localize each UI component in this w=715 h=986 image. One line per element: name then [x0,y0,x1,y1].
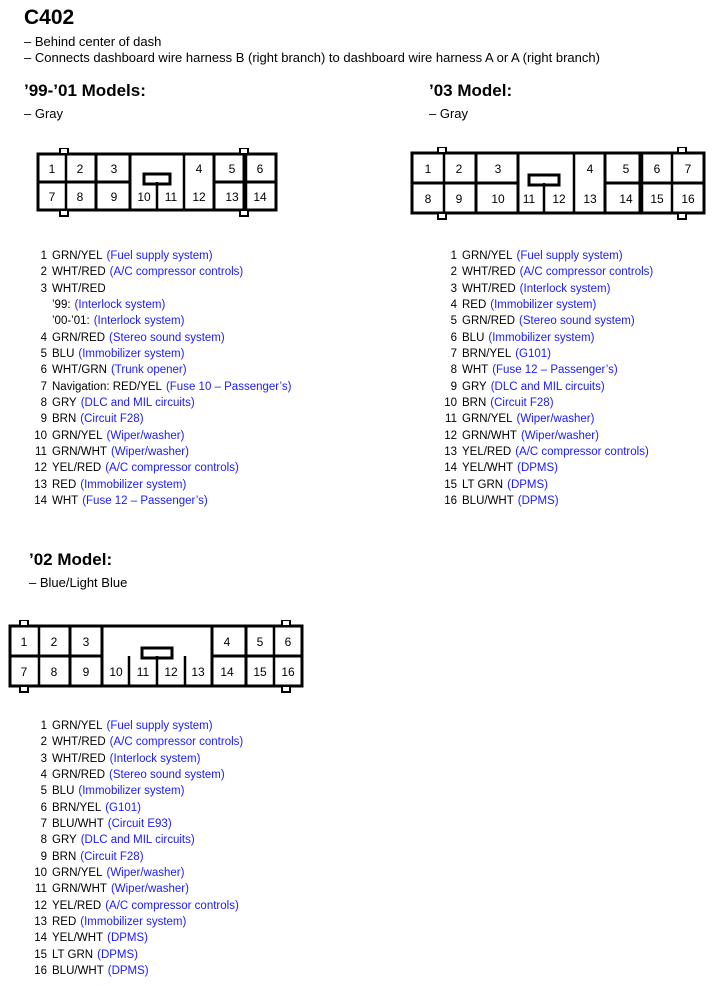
pin-row [422,313,653,329]
pin-number: 16 [444,495,457,508]
circuit-link[interactable]: (Stereo sound system) [109,769,225,782]
cavity-number: 11 [164,190,178,204]
cavity-number: 1 [20,635,28,649]
circuit-link[interactable]: (Wiper/washer) [110,446,189,459]
pin-row [12,800,243,816]
section-color-02: – Blue/Light Blue [29,575,128,590]
pin-number: 13 [34,916,47,929]
wire-color: GRN/YEL [52,720,103,732]
pin-number: 12 [34,462,47,475]
circuit-link[interactable]: (Interlock system) [93,315,185,328]
wire-color: YEL/RED [462,446,512,459]
circuit-link[interactable]: (Fuse 10 – Passenger’s) [165,380,292,393]
model-year-label: ’99: [52,299,71,312]
pin-row [422,395,653,411]
circuit-link[interactable]: (Stereo sound system) [109,331,225,344]
pin-row [12,428,291,444]
pin-row [12,816,243,832]
circuit-link[interactable]: (A/C compressor controls) [515,446,649,459]
wire-color: BLU/WHT [462,495,514,508]
wire-color: WHT/RED [462,266,516,279]
lock-tab [282,686,290,692]
circuit-link[interactable]: (Fuel supply system) [516,250,623,262]
pin-row [12,751,243,767]
pin-row [422,264,653,280]
lock-tab [60,148,68,154]
wire-color: RED [52,916,77,929]
pin-number: 8 [40,834,47,847]
cavity-number: 4 [586,162,594,176]
wire-color: GRN/YEL [462,413,513,426]
pin-row [12,718,243,734]
pin-number: 6 [450,331,457,344]
circuit-link[interactable]: (G101) [105,801,142,814]
pin-row [12,379,291,395]
wire-color: WHT/RED [462,282,516,295]
pin-number: 9 [40,850,47,863]
pin-number: 1 [40,250,47,262]
cavity-number: 9 [455,192,463,206]
circuit-link[interactable]: (Immobilizer system) [490,299,597,312]
wire-color: WHT/RED [52,736,106,749]
wire-color: YEL/RED [52,899,102,912]
pin-row [12,330,291,346]
pin-row [12,881,243,897]
wire-color: GRN/WHT [52,446,107,459]
wire-color: YEL/RED [52,462,102,475]
lock-tab [678,213,686,219]
pin-row [12,281,291,297]
wire-color: BRN [52,850,77,863]
circuit-link[interactable]: (Immobilizer system) [78,785,185,798]
pin-number: 5 [450,315,457,328]
pin-number: 4 [40,331,47,344]
pin-row [12,832,243,848]
pin-row [12,963,243,979]
pin-number: 4 [40,769,47,782]
circuit-link[interactable]: (Immobilizer system) [488,331,595,344]
cavity-number: 5 [622,162,630,176]
pin-number: 13 [34,478,47,491]
pin-number: 16 [34,965,47,978]
circuit-link[interactable]: (Wiper/washer) [516,413,595,426]
wire-color: GRN/YEL [52,250,103,262]
pin-number: 12 [34,899,47,912]
circuit-link[interactable]: (Trunk opener) [110,364,187,377]
cavity-number: 14 [220,665,234,679]
pin-row [12,783,243,799]
pin-number: 2 [40,736,47,749]
pin-row [422,297,653,313]
pin-row [422,493,653,509]
cavity-number: 10 [109,665,123,679]
pin-row [12,849,243,865]
pin-number: 7 [40,818,47,831]
circuit-link[interactable]: (DPMS) [107,965,149,978]
wire-color: WHT [462,364,489,377]
lock-tab [438,147,446,153]
pin-row [12,947,243,963]
wire-color: GRN/RED [52,769,106,782]
cavity-number: 8 [76,190,84,204]
pin-number: 11 [35,883,47,896]
cavity-number: 9 [82,665,90,679]
circuit-link[interactable]: (G101) [515,348,552,361]
wire-color: GRY [52,397,77,410]
cavity-number: 16 [681,192,695,206]
circuit-link[interactable]: (A/C compressor controls) [109,266,244,279]
section-heading-02: ’02 Model: [29,550,113,569]
connector-diagram-99-01 [34,148,280,220]
pin-number: 6 [40,801,47,814]
wire-color: WHT/RED [52,752,106,765]
pin-row [422,248,653,264]
lock-tab [240,210,248,216]
cavity-number: 2 [455,162,463,176]
pin-row [12,477,291,493]
pin-row [422,362,653,378]
pin-row [422,379,653,395]
circuit-link[interactable]: (DPMS) [507,478,548,491]
cavity-number: 11 [136,665,150,679]
pin-number: 13 [444,446,457,459]
pin-row [12,346,291,362]
circuit-link[interactable]: (Interlock system) [109,752,201,765]
lock-tab [240,148,248,154]
circuit-link[interactable]: (Circuit F28) [80,413,144,426]
pin-number: 7 [40,380,47,393]
wire-color: GRN/RED [52,331,106,344]
wire-color: BRN [462,397,487,410]
cavity-number: 1 [424,162,432,176]
cavity-number: 2 [76,162,84,176]
wire-color: WHT/RED [52,266,106,279]
wire-color: GRY [52,834,77,847]
pin-row [12,248,291,264]
pin-list-02 [12,718,243,980]
circuit-link[interactable]: (Fuse 12 – Passenger’s) [492,364,618,377]
cavity-number: 5 [256,635,264,649]
wire-color: BLU [52,348,75,361]
cavity-number: 13 [191,665,205,679]
wire-color: GRN/YEL [462,250,513,262]
wire-color: BRN [52,413,77,426]
cavity-number: 3 [110,162,118,176]
pin-subrow [12,297,291,313]
circuit-link[interactable]: (DPMS) [107,932,149,945]
cavity-number: 12 [552,192,566,206]
pin-number: 5 [40,348,47,361]
wire-color: WHT/RED [52,282,106,295]
circuit-link[interactable]: (Circuit F28) [80,850,144,863]
cavity-number: 7 [20,665,28,679]
connector-diagram-02 [6,620,306,694]
lock-tab [282,620,290,626]
cavity-number: 9 [110,190,118,204]
pin-number: 8 [450,364,457,377]
wire-color: RED [462,299,487,312]
wire-color: GRN/YEL [52,867,103,880]
connector-diagram-03 [408,147,708,223]
pin-row [12,767,243,783]
pin-number: 8 [40,397,47,410]
cavity-number: 8 [424,192,432,206]
section-heading-03: ’03 Model: [429,81,513,100]
section-heading-99-01: ’99-’01 Models: [24,81,146,100]
wire-color: BLU/WHT [52,965,104,978]
section-color-99-01: – Gray [24,106,64,121]
circuit-link[interactable]: (Fuse 12 – Passenger’s) [82,495,208,508]
pin-row [422,460,653,476]
pin-row [422,428,653,444]
pin-row [12,930,243,946]
pin-row [12,362,291,378]
cavity-number: 10 [137,190,151,204]
cavity-number: 16 [281,665,295,679]
circuit-link[interactable]: (A/C compressor controls) [109,736,244,749]
pin-number: 6 [40,364,47,377]
circuit-link[interactable]: (A/C compressor controls) [105,462,239,475]
page-title: C402 [24,6,75,29]
pin-number: 14 [34,932,47,945]
circuit-link[interactable]: (DLC and MIL circuits) [80,397,195,410]
cavity-number: 13 [225,190,239,204]
circuit-link[interactable]: (Fuel supply system) [106,250,213,262]
pin-number: 1 [40,720,47,732]
circuit-link[interactable]: (DLC and MIL circuits) [80,834,195,847]
cavity-number: 6 [653,162,661,176]
cavity-number: 11 [522,192,536,206]
cavity-number: 12 [192,190,206,204]
circuit-link[interactable]: (Wiper/washer) [106,429,185,442]
pin-row [12,914,243,930]
wire-color: LT GRN [52,948,94,961]
wire-color: GRN/WHT [52,883,107,896]
cavity-number: 6 [256,162,264,176]
circuit-link[interactable]: (Immobilizer system) [78,348,185,361]
circuit-link[interactable]: (Wiper/washer) [110,883,189,896]
cavity-number: 6 [284,635,292,649]
pin-number: 15 [444,478,457,491]
wire-color: RED [52,478,77,491]
pin-row [12,395,291,411]
pin-row [422,281,653,297]
pin-number: 2 [40,266,47,279]
pin-number: 15 [34,948,47,961]
pin-row [12,444,291,460]
pin-number: 3 [450,282,457,295]
cavity-number: 1 [48,162,56,176]
pin-number: 5 [40,785,47,798]
pin-number: 2 [450,266,457,279]
pin-row [12,493,291,509]
pin-row [422,411,653,427]
pin-number: 10 [444,397,457,410]
cavity-number: 2 [50,635,58,649]
pin-row [12,460,291,476]
pin-number: 14 [34,495,47,508]
cavity-number: 5 [228,162,236,176]
circuit-link[interactable]: (DPMS) [97,948,138,961]
wire-color: WHT [52,495,79,508]
circuit-link[interactable]: (DPMS) [517,462,559,475]
pin-row [422,444,653,460]
circuit-link[interactable]: (A/C compressor controls) [105,899,239,912]
pin-number: 1 [450,250,457,262]
cavity-number: 4 [195,162,203,176]
pin-number: 9 [450,380,457,393]
pin-row [422,346,653,362]
cavity-number: 14 [619,192,633,206]
pin-row [12,898,243,914]
wire-color: GRN/RED [462,315,516,328]
circuit-link[interactable]: (Circuit F28) [490,397,554,410]
lock-tab [438,213,446,219]
wire-color: WHT/GRN [52,364,107,377]
cavity-number: 8 [50,665,58,679]
pin-row [422,477,653,493]
circuit-link[interactable]: (Immobilizer system) [80,478,187,491]
pin-subrow [12,313,291,329]
section-color-03: – Gray [429,106,469,121]
cavity-number: 7 [684,162,692,176]
cavity-number: 4 [223,635,231,649]
cavity-number: 15 [253,665,267,679]
wire-color: GRY [462,380,487,393]
pin-number: 10 [34,429,47,442]
wire-color: YEL/WHT [52,932,104,945]
lock-tab [678,147,686,153]
circuit-link[interactable]: (Stereo sound system) [519,315,635,328]
cavity-number: 15 [650,192,664,206]
cavity-number: 3 [82,635,90,649]
pin-number: 3 [40,752,47,765]
circuit-link[interactable]: (DPMS) [517,495,559,508]
cavity-number: 12 [164,665,178,679]
pin-number: 3 [40,282,47,295]
wire-color: BLU/WHT [52,818,104,831]
cavity-number: 10 [491,192,505,206]
location-note: – Behind center of dash [24,34,162,49]
circuit-link[interactable]: (Interlock system) [74,299,166,312]
circuit-link[interactable]: (Wiper/washer) [520,429,599,442]
pin-row [422,330,653,346]
pin-row [12,865,243,881]
lock-tab [20,620,28,626]
pin-number: 7 [450,348,457,361]
pin-number: 4 [450,299,457,312]
wire-color: GRN/WHT [462,429,517,442]
circuit-link[interactable]: (Fuel supply system) [106,720,213,732]
pin-number: 10 [34,867,47,880]
wire-color: BLU [52,785,75,798]
wire-color: BLU [462,331,485,344]
pin-row [12,411,291,427]
pin-number: 11 [35,446,47,459]
pin-list-99-01 [12,248,291,510]
wire-color: Navigation: RED/YEL [52,380,162,393]
wire-color: LT GRN [462,478,504,491]
circuit-link[interactable]: (Immobilizer system) [80,916,187,929]
wire-color: BRN/YEL [462,348,512,361]
pin-row [12,264,291,280]
pin-number: 12 [444,429,457,442]
pin-number: 14 [444,462,457,475]
cavity-number: 13 [583,192,597,206]
cavity-number: 3 [494,162,502,176]
lock-tab [20,686,28,692]
pin-number: 11 [445,413,457,426]
connection-note: – Connects dashboard wire harness B (right branch) to dashboard wire harness A or A (right branch) [24,50,600,65]
pin-row [12,734,243,750]
lock-tab [60,210,68,216]
circuit-link[interactable]: (Circuit E93) [107,818,172,831]
cavity-number: 7 [48,190,56,204]
wire-color: GRN/YEL [52,429,103,442]
pin-list-03 [422,248,653,510]
circuit-link[interactable]: (A/C compressor controls) [519,266,654,279]
circuit-link[interactable]: (DLC and MIL circuits) [490,380,605,393]
model-year-label: ’00-’01: [52,315,90,328]
pin-number: 9 [40,413,47,426]
wire-color: BRN/YEL [52,801,102,814]
circuit-link[interactable]: (Interlock system) [519,282,611,295]
wire-color: YEL/WHT [462,462,514,475]
circuit-link[interactable]: (Wiper/washer) [106,867,185,880]
cavity-number: 14 [253,190,267,204]
